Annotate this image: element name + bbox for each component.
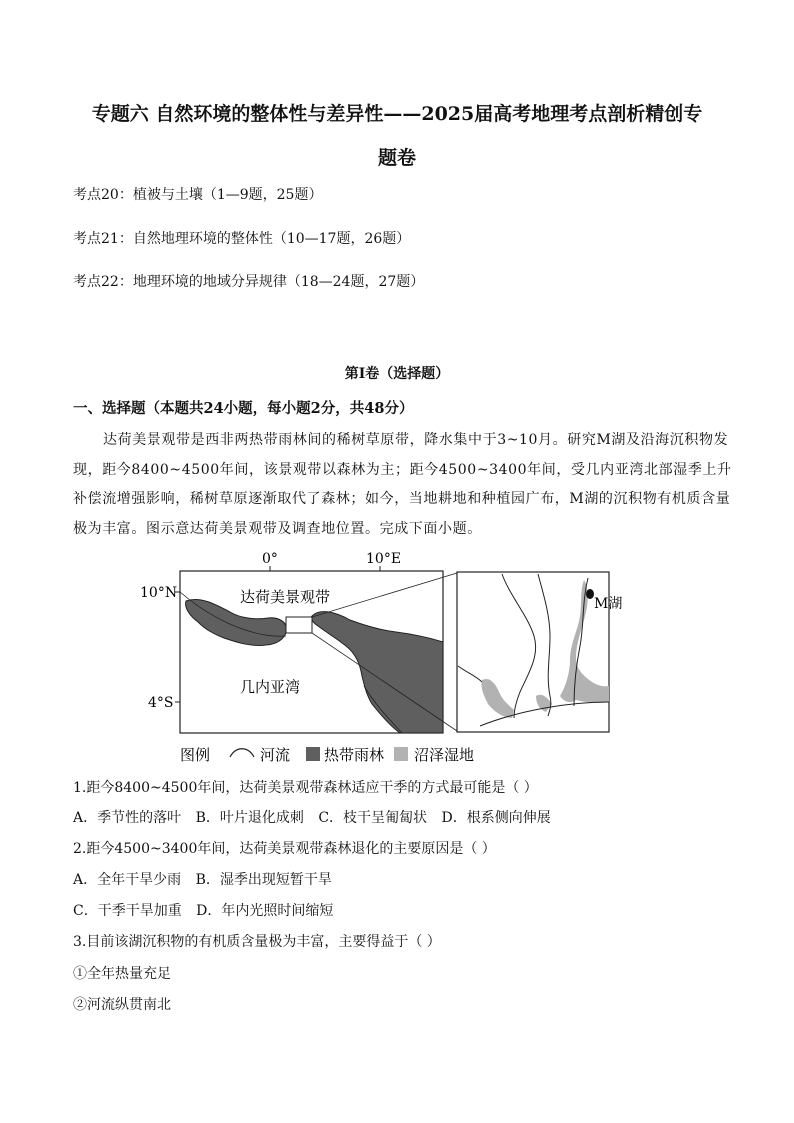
lon-label-0: 0° — [262, 551, 278, 567]
legend-rainforest-label: 热带雨林 — [324, 746, 385, 764]
kaodian-21: 考点21：自然地理环境的整体性（10—17题，26题） — [73, 231, 411, 247]
question-1-stem: 1.距今8400~4500年间，达荷美景观带森林适应干季的方式最可能是（ ） — [73, 780, 538, 796]
question-3-item-1: ①全年热量充足 — [73, 966, 171, 982]
lon-label-10e: 10°E — [366, 551, 402, 567]
kaodian-22: 考点22：地理环境的地域分异规律（18—24题，27题） — [73, 274, 425, 290]
q1-option-d[interactable]: D．根系侧向伸展 — [441, 810, 551, 826]
question-2-stem: 2.距今4500~3400年间，达荷美景观带森林退化的主要原因是（ ） — [73, 841, 496, 857]
section-header: 一、选择题（本题共24小题，每小题2分，共48分） — [73, 400, 414, 417]
title-line-1: 专题六 自然环境的整体性与差异性——2025届高考地理考点剖析精创专 — [91, 103, 703, 125]
river-2 — [538, 574, 551, 716]
lat-label-4s: 4°S — [148, 695, 174, 711]
q2-option-b[interactable]: B．湿季出现短暂干旱 — [195, 872, 332, 888]
wetland-1 — [481, 679, 514, 718]
lake-m-marker — [586, 589, 594, 599]
rainforest-west — [186, 599, 287, 645]
question-1-options — [73, 807, 561, 827]
river-4 — [458, 666, 482, 682]
legend-rainforest-swatch — [306, 747, 320, 761]
legend-title: 图例 — [180, 746, 211, 764]
lake-m-label: M湖 — [594, 596, 623, 612]
legend-river-label: 河流 — [260, 746, 291, 764]
q2-option-c[interactable]: C．干季干旱加重 — [73, 903, 182, 919]
q2-option-a[interactable]: A．全年干旱少雨 — [73, 872, 182, 888]
kaodian-20: 考点20：植被与土壤（1—9题，25题） — [73, 187, 323, 203]
lat-label-10n: 10°N — [140, 585, 178, 601]
study-area-box — [286, 617, 312, 633]
title-line-2: 题卷 — [377, 147, 416, 169]
river-1 — [502, 574, 536, 718]
question-2-options-line1 — [73, 869, 342, 889]
belt-label: 达荷美景观带 — [240, 588, 331, 606]
question-2-options-line2 — [73, 900, 343, 920]
q1-option-c[interactable]: C．枝干呈匍匐状 — [318, 810, 428, 826]
question-3-stem: 3.目前该湖沉积物的有机质含量极为丰富，主要得益于（ ） — [73, 934, 441, 950]
legend-wetland-swatch — [394, 747, 408, 761]
q1-option-b[interactable]: B．叶片退化成刺 — [195, 810, 304, 826]
question-3-item-2: ②河流纵贯南北 — [73, 997, 171, 1013]
q1-option-a[interactable]: A．季节性的落叶 — [73, 810, 182, 826]
section-title: 第I卷（选择题） — [344, 366, 450, 382]
connector-top — [312, 573, 457, 617]
q2-option-d[interactable]: D．年内光照时间缩短 — [196, 903, 334, 919]
legend-wetland-label: 沼泽湿地 — [414, 746, 475, 764]
rainforest-east — [311, 612, 443, 733]
document-title — [60, 92, 734, 180]
map-figure — [140, 546, 623, 768]
legend-river-icon — [230, 749, 254, 757]
passage: 达荷美景观带是西非两热带雨林间的稀树草原带，降水集中于3~10月。研究M湖及沿海沉积物发现，距今8400~4500年间，该景观带以森林为主；距今4500~3400年间，受几内亚湾北部湿季上升补偿流增强影响，稀树草原逐渐取代了森林；如今，当地耕地和种植园广布，M湖的沉积物有机质含量极为丰富。图示意达荷美景观带及调查地位置。完成下面小题。 — [73, 432, 732, 537]
gulf-label: 几内亚湾 — [240, 678, 301, 696]
